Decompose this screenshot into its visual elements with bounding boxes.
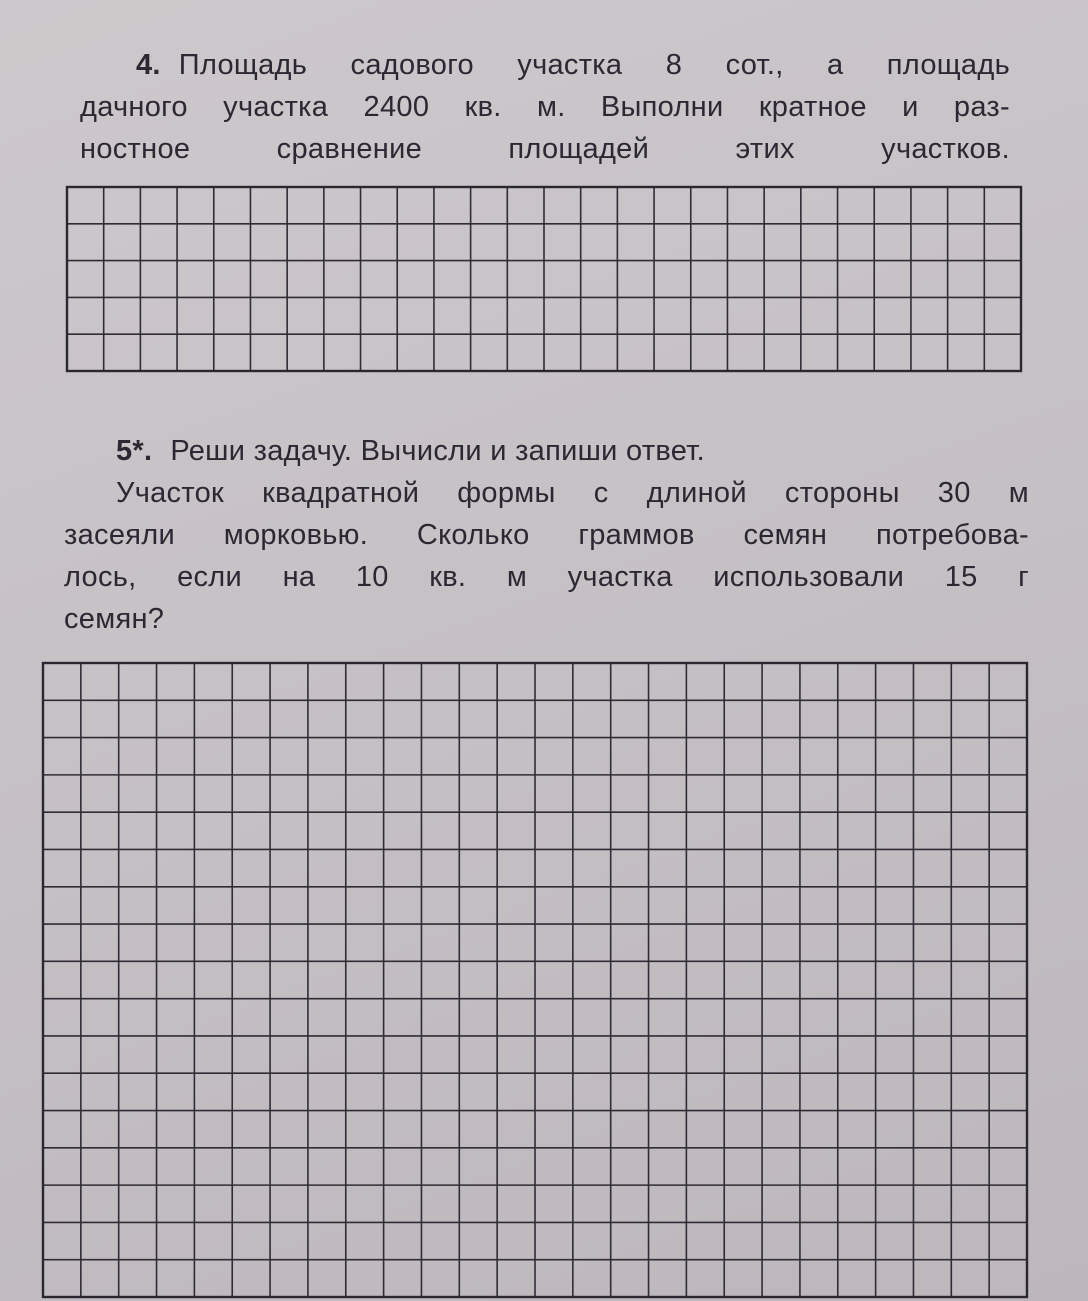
word: дачного [80,91,188,123]
word: 8 [665,49,683,81]
word: лось, [64,561,137,593]
word: засеяли [64,519,175,551]
word: длиной [646,477,747,509]
word: этих [735,133,795,165]
word: площадей [508,133,650,165]
word: площадь [886,49,1010,81]
task-4-text-1 [179,44,1010,86]
word: потребова- [875,519,1029,551]
word: формы [457,477,556,509]
word: садового [350,49,474,81]
task-5 [64,430,1029,640]
task-4 [80,44,1010,170]
word: на [282,561,316,593]
word: кв. [429,561,467,593]
word: 2400 [363,91,430,123]
task-5-line-1 [64,430,1029,472]
word: стороны [784,477,900,509]
word: 15 [944,561,978,593]
word: сот., [725,49,784,81]
word: и [902,91,919,123]
task-4-line-1 [80,44,1010,86]
word: Площадь [178,49,308,81]
word: с [593,477,609,509]
answer-grid-task-5[interactable] [40,660,1030,1300]
word: граммов [578,519,695,551]
task-4-number: 4. [136,49,161,81]
word: семян [743,519,828,551]
word: участков. [881,133,1010,165]
task-5-line-2 [64,472,1029,514]
word: участка [223,91,329,123]
word: Участок [116,477,225,509]
word: 10 [355,561,389,593]
word: морковью. [223,519,369,551]
word: если [177,561,243,593]
word: кратное [758,91,867,123]
word: раз- [953,91,1010,123]
task-5-line-5: семян? [64,603,165,635]
word: м [506,561,528,593]
word: участка [567,561,673,593]
task-5-number: 5*. [116,435,153,467]
word: сравнение [276,133,423,165]
task-5-text-1: Реши задачу. Вычисли и запиши ответ. [170,435,705,467]
word: Сколько [416,519,530,551]
word: м [1008,477,1029,509]
word: а [826,49,844,81]
word: квадратной [262,477,420,509]
word: 30 [937,477,971,509]
word: Выполни [600,91,724,123]
word: использовали [713,561,905,593]
task-4-line-2 [80,86,1010,128]
word: м. [536,91,566,123]
word: г [1018,561,1029,593]
word: ностное [80,133,191,165]
task-4-line-3 [80,128,1010,170]
word: участка [517,49,623,81]
task-5-line-4 [64,556,1029,598]
answer-grid-task-4[interactable] [64,184,1024,374]
word: кв. [464,91,502,123]
task-5-line-3 [64,514,1029,556]
